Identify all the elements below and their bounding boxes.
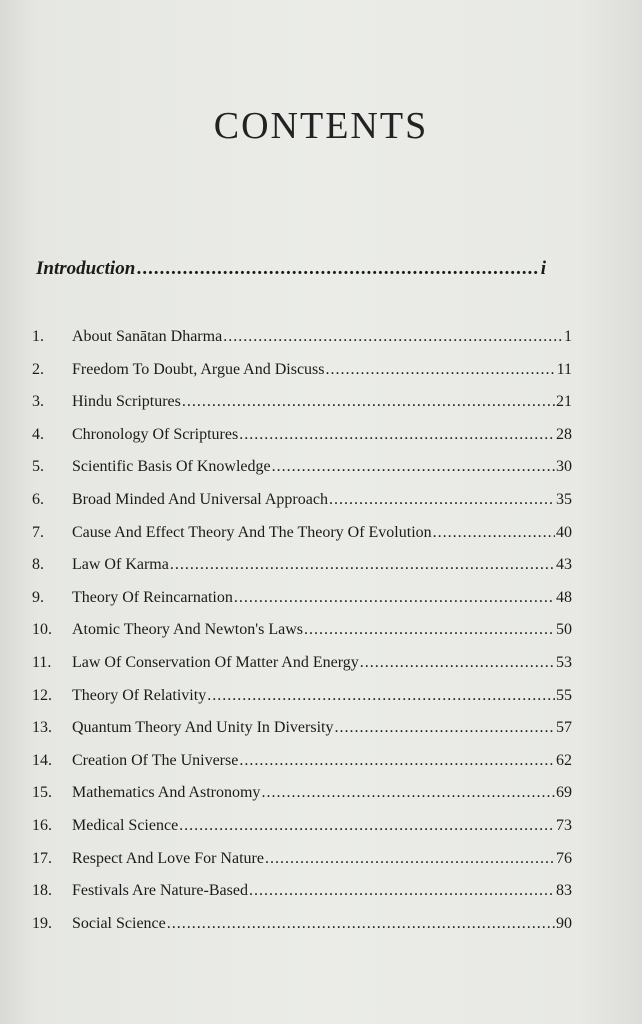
toc-entry-number: 4.	[32, 425, 44, 443]
toc-entry-page: 83	[556, 882, 572, 900]
toc-entry-number: 18.	[32, 882, 52, 900]
toc-entry-title: Respect And Love For Nature	[72, 849, 264, 867]
toc-entry-title: Theory Of Reincarnation	[72, 588, 233, 606]
leader-dots	[137, 258, 538, 280]
leader-dots	[179, 817, 555, 835]
toc-entry-number: 19.	[32, 914, 52, 932]
toc-entry-page: 43	[556, 556, 572, 574]
toc-entry-number: 12.	[32, 686, 52, 704]
leader-dots	[239, 752, 555, 770]
toc-entry	[32, 882, 572, 915]
leader-dots	[182, 393, 555, 411]
leader-dots	[272, 458, 555, 476]
toc-entry-page: 69	[556, 784, 572, 802]
toc-entry	[32, 589, 572, 622]
page-title: CONTENTS	[213, 105, 429, 147]
leader-dots	[261, 784, 555, 802]
leader-dots	[433, 524, 555, 542]
toc-entry-page: 48	[556, 588, 572, 606]
toc-entry-page: 57	[556, 719, 572, 737]
toc-entry	[32, 556, 572, 589]
toc-entry-title: Cause And Effect Theory And The Theory Of Evolution	[72, 523, 432, 541]
toc-entry-page: 28	[556, 425, 572, 443]
toc-entry	[32, 491, 572, 524]
toc-entry-title: Broad Minded And Universal Approach	[72, 490, 328, 508]
toc-entry-title: Social Science	[72, 914, 166, 932]
toc-entry-page: 50	[556, 621, 572, 639]
toc-entry-page: 21	[556, 393, 572, 411]
toc-introduction-page: i	[540, 258, 546, 279]
leader-dots	[329, 491, 555, 509]
toc-entry	[32, 328, 572, 361]
toc-entry-title: Law Of Conservation Of Matter And Energy	[72, 653, 359, 671]
toc-entry-title: Atomic Theory And Newton's Laws	[72, 621, 303, 639]
leader-dots	[234, 589, 555, 607]
toc-entry	[32, 752, 572, 785]
toc-entry-number: 10.	[32, 621, 52, 639]
toc-entry	[32, 784, 572, 817]
leader-dots	[334, 719, 555, 737]
toc-list	[32, 328, 572, 947]
toc-entry	[32, 393, 572, 426]
leader-dots	[360, 654, 555, 672]
toc-entry-number: 17.	[32, 849, 52, 867]
toc-entry-title: Medical Science	[72, 816, 179, 834]
toc-entry-page: 55	[556, 686, 572, 704]
toc-entry-number: 16.	[32, 816, 52, 834]
toc-entry	[32, 915, 572, 948]
leader-dots	[170, 556, 555, 574]
toc-entry-page: 73	[556, 816, 572, 834]
toc-entry-number: 14.	[32, 751, 52, 769]
leader-dots	[167, 915, 555, 933]
leader-dots	[249, 882, 555, 900]
toc-entry	[32, 426, 572, 459]
toc-entry-page: 76	[556, 849, 572, 867]
toc-entry-title: Creation Of The Universe	[72, 751, 239, 769]
toc-entry-title: Hindu Scriptures	[72, 393, 181, 411]
toc-entry-page: 1	[564, 328, 572, 345]
toc-entry	[32, 458, 572, 491]
toc-entry-number: 3.	[32, 393, 44, 411]
toc-entry-title: Freedom To Doubt, Argue And Discuss	[72, 360, 325, 378]
toc-entry-page: 40	[556, 523, 572, 541]
toc-entry-page: 11	[556, 360, 572, 378]
toc-introduction-label: Introduction	[36, 258, 136, 279]
toc-entry-title: About Sanātan Dharma	[72, 328, 223, 345]
leader-dots	[326, 361, 556, 379]
leader-dots	[304, 621, 555, 639]
toc-entry-number: 5.	[32, 458, 44, 476]
toc-entry-number: 13.	[32, 719, 52, 737]
leader-dots	[207, 687, 555, 705]
leader-dots	[223, 328, 563, 346]
toc-entry-page: 53	[556, 653, 572, 671]
toc-entry-title: Mathematics And Astronomy	[72, 784, 261, 802]
toc-entry	[32, 524, 572, 557]
toc-entry	[32, 654, 572, 687]
toc-entry-page: 30	[556, 458, 572, 476]
leader-dots	[265, 850, 555, 868]
toc-entry-title: Chronology Of Scriptures	[72, 425, 239, 443]
toc-entry	[32, 687, 572, 720]
toc-entry-title: Quantum Theory And Unity In Diversity	[72, 719, 334, 737]
toc-entry-title: Scientific Basis Of Knowledge	[72, 458, 271, 476]
toc-entry-number: 1.	[32, 328, 44, 345]
toc-entry	[32, 361, 572, 394]
toc-entry-number: 9.	[32, 588, 44, 606]
toc-entry-page: 35	[556, 490, 572, 508]
toc-entry-number: 7.	[32, 523, 44, 541]
toc-entry	[32, 621, 572, 654]
toc-entry	[32, 817, 572, 850]
toc-entry-number: 6.	[32, 490, 44, 508]
toc-entry-title: Law Of Karma	[72, 556, 169, 574]
toc-entry	[32, 850, 572, 883]
toc-entry-number: 11.	[32, 653, 52, 671]
toc-entry-title: Theory Of Relativity	[72, 686, 207, 704]
leader-dots	[239, 426, 555, 444]
toc-entry-number: 2.	[32, 360, 44, 378]
toc-entry-number: 15.	[32, 784, 52, 802]
toc-entry-number: 8.	[32, 556, 44, 574]
toc-entry-page: 62	[556, 751, 572, 769]
toc-entry-title: Festivals Are Nature-Based	[72, 882, 248, 900]
toc-entry	[32, 719, 572, 752]
toc-introduction	[36, 258, 546, 280]
toc-entry-page: 90	[556, 914, 572, 932]
